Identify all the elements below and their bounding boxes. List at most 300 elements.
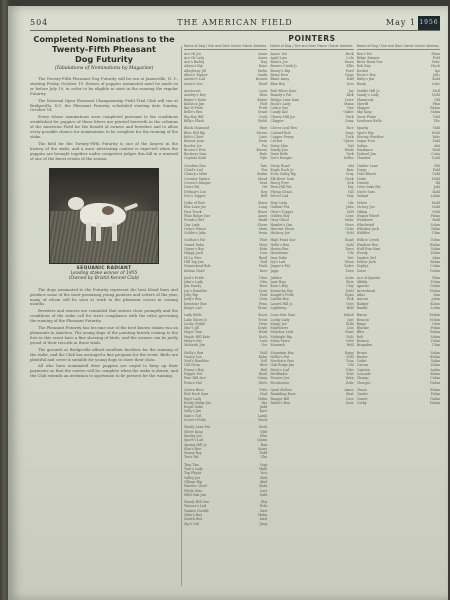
dog-name: Major Tom <box>184 330 203 335</box>
year-tab: 1956 <box>418 16 440 30</box>
article-title-line: Completed Nominations to the <box>33 34 175 44</box>
dog-name: Penny's Boy <box>184 367 205 372</box>
owner-name: Hohm <box>429 288 440 293</box>
owner-name: Sears <box>257 446 268 451</box>
dog-name: Dandy Jim <box>270 147 288 152</box>
dog-name: Whiskey Jack <box>356 226 379 231</box>
owner-name: Lamb <box>257 413 268 418</box>
page-number: 504 <box>30 18 49 27</box>
dog-name: Beaver Creek Jo <box>270 64 298 69</box>
owner-name: Bush <box>258 372 268 377</box>
dog-name: Fern Hill Pat <box>270 185 292 190</box>
dog-name: Warrior Chief <box>184 484 207 489</box>
owner-name: Zahl <box>432 139 440 144</box>
dog-name: Jiggs <box>270 268 279 273</box>
owner-name: Mann <box>344 101 354 106</box>
photo-caption <box>30 266 178 282</box>
dog-name: Jubilee <box>270 275 282 280</box>
dog-name: Allen's Topper <box>184 73 208 78</box>
dog-name: Rip's Lady <box>184 396 202 401</box>
dog-name: Tex's Pal <box>184 455 199 460</box>
owner-name: Hoch <box>431 64 440 69</box>
owner-name: Nye <box>346 106 354 111</box>
dog-name: Mountain Boy <box>270 350 294 355</box>
dog-name: Quail Hollow <box>270 387 293 392</box>
owner-name: Sell <box>261 359 268 364</box>
owner-name: Vogt <box>259 462 268 467</box>
owner-name: Rohl <box>432 218 440 223</box>
owner-name: Beck <box>345 51 354 56</box>
owner-name: Gill <box>347 189 354 194</box>
owner-name: Kuhn <box>258 354 268 359</box>
owner-name: Hart <box>259 126 268 131</box>
owner-name: Ide <box>348 201 354 206</box>
owner-name: Fick <box>346 297 354 302</box>
owner-name: Park <box>346 114 354 119</box>
dog-name: Wolf Run Sam <box>356 247 381 252</box>
photo-trees <box>50 169 158 207</box>
magazine-page <box>8 6 448 600</box>
dog-name: Honey Bee <box>270 247 289 252</box>
owner-name: Ohl <box>434 97 440 102</box>
column-rule <box>181 46 182 586</box>
dog-name: April Lass <box>270 55 288 60</box>
dog-name: Caesar <box>356 363 369 368</box>
owner-name: Pratt <box>258 106 268 111</box>
owner-name: Bost <box>346 392 354 397</box>
dog-name: June Bug <box>270 280 286 285</box>
owner-name: Jay <box>348 88 354 93</box>
dog-name: Fancy Free <box>270 180 290 185</box>
owner-name: Sohl <box>346 354 354 359</box>
dog-name: Foxy Lady <box>270 201 288 206</box>
owner-name: Dorr <box>345 400 354 405</box>
dog-leg <box>86 223 91 241</box>
owner-name: Ness <box>345 222 354 227</box>
dog-name: Captain Kidd <box>184 156 206 161</box>
owner-name: Egan <box>345 293 354 298</box>
owner-name: Mack <box>258 418 268 423</box>
dog-name: Homestead Bob <box>184 264 211 269</box>
owner-name: Ochs <box>345 226 354 231</box>
owner-name: Zorn <box>345 268 354 273</box>
dog-name: Old Glory <box>184 363 201 368</box>
dog-name: Atlas <box>356 293 366 298</box>
dog-name: Bolt <box>356 334 364 339</box>
dog-name: King's Lad <box>184 305 202 310</box>
owner-name: Ott <box>261 185 268 190</box>
dog-name: Delmar's Lou <box>184 189 207 194</box>
dog-name: Mayflower <box>270 326 289 331</box>
owner-name: Nohl <box>431 93 440 98</box>
owner-name: Fahl <box>432 168 440 173</box>
owner-name: Rapp <box>344 350 354 355</box>
dog-name: Knight's Pride <box>270 293 295 298</box>
dog-name: Frank's Girl <box>184 218 204 223</box>
dog-name: Topsy <box>356 168 367 173</box>
dog-name: Pioneer Joe <box>270 376 290 381</box>
caption-line: (Owned by Bristol Kennel Club) <box>68 276 140 282</box>
dog-name: Flying Cloud <box>270 189 292 194</box>
owner-name: Wenz <box>344 259 354 264</box>
dog-name: Arrowhead <box>356 288 376 293</box>
owner-name: Root <box>259 284 268 289</box>
dog-name: Sunny Boy <box>184 451 202 456</box>
dog-name: Gem's Prince <box>184 226 207 231</box>
dog-name: Patsy's Lad <box>270 367 290 372</box>
owner-name: Yoder <box>344 264 354 269</box>
owner-name: Heil <box>260 367 268 372</box>
owner-name: Rahm <box>430 330 440 335</box>
owner-name: Wolf <box>259 350 268 355</box>
dog-name: Gay Lady <box>184 222 200 227</box>
dog-name: Aurora <box>356 297 369 302</box>
page-header <box>30 16 440 31</box>
dog-name: Lucky Strike <box>184 321 206 326</box>
owner-name: Lohm <box>430 305 440 310</box>
paragraph: The field for the Twenty-Fifth Futurity is one of the largest in the history of the stake, and a most interesting contest is expected when the puppies are brought together under competent judges this fall in a renewal of one of the finest events of the season. <box>30 140 178 161</box>
owner-name: Ahl <box>348 163 354 168</box>
owner-name: Hurd <box>258 330 268 335</box>
owner-name: Ford <box>345 68 354 73</box>
dog-name: Betsy Ross <box>270 73 289 78</box>
dog-name: Sport's Lad <box>184 438 204 443</box>
owner-name: Long <box>258 205 268 210</box>
owner-name: Ehl <box>434 163 440 168</box>
owner-name: Zeller <box>343 156 354 161</box>
owner-name: Vail <box>347 143 354 148</box>
owner-name: Nash <box>258 425 268 430</box>
owner-name: Kohl <box>432 189 440 194</box>
owner-name: Fritz <box>259 387 268 392</box>
dog-name: Rambling Rose <box>270 392 296 397</box>
dog-name: Laddie Boy <box>270 297 290 302</box>
owner-name: Fohm <box>430 280 440 285</box>
owner-name: Penn <box>259 301 268 306</box>
owner-name: Gast <box>259 508 268 513</box>
owner-name: Tews <box>345 247 354 252</box>
owner-name: Yahr <box>432 134 440 139</box>
owner-name: Grant <box>257 110 268 115</box>
owner-name: Neal <box>259 180 268 185</box>
owner-name: Oehl <box>432 209 440 214</box>
dog-name: Timber Lane <box>356 163 378 168</box>
dog-name: Valiant <box>356 193 369 198</box>
dog-name: Ace's Buddy <box>184 60 205 65</box>
dog-name: Glen's Topper <box>270 209 294 214</box>
owner-name: Abt <box>434 143 440 148</box>
dog-name: Corky <box>356 400 367 405</box>
owner-name: Sage <box>345 130 354 135</box>
dog-name: Happy Jack <box>184 251 204 256</box>
owner-name: Noll <box>260 259 268 264</box>
owner-name: Ward <box>258 81 268 86</box>
owner-name: Lahm <box>430 193 440 198</box>
paragraph: The Twenty-Fifth Pheasant Dog Futurity will be run at Jamesville, N. Y., starting Friday, October 19. Entries of puppies nominated must be made on or before July 10, in order to be eligible to start in the running the regular Futurity. <box>30 76 178 96</box>
owner-name: Burke <box>257 172 268 177</box>
dog-name: Dixie Belle <box>270 152 289 157</box>
owner-name: Jost <box>347 317 354 322</box>
dog-name: Sultan <box>356 143 368 148</box>
owner-name: Jung <box>259 521 268 526</box>
owner-name: Uhm <box>431 231 440 236</box>
article-body-continued <box>30 288 178 379</box>
dog-name: Bandit <box>356 305 368 310</box>
owner-name: Bell <box>260 193 268 198</box>
dog-name: Audrey's Boy <box>184 93 206 98</box>
article-title-line: Twenty-Fifth Pheasant <box>52 44 156 54</box>
dog-name: Sparky <box>356 126 369 131</box>
list-column-header: Name of Dog / Sire and Dam Owner Owner Address <box>184 44 267 48</box>
list-column-header: Name of Dog / Sire and Dam Owner Owner Address <box>356 44 439 48</box>
owner-name: Fehr <box>259 504 268 509</box>
owner-name: Wade <box>344 147 354 152</box>
dog-name: Clover Leaf Rex <box>270 126 297 131</box>
owner-name: Kolb <box>346 321 354 326</box>
dog-name: Fast Track <box>184 209 202 214</box>
dog-name: Keystone Rex <box>184 301 207 306</box>
dog-name: Brigadier <box>356 343 373 348</box>
nominations-lists <box>184 34 440 594</box>
paragraph: The National Open Pheasant Championship Field Trial Club will run at Bridgeville, N.Y. the Pheasant Futurity, scheduled starting date Sunday, October 14. <box>30 97 178 113</box>
owner-name: Lutz <box>259 339 268 343</box>
dog-leg <box>96 223 101 241</box>
dog-name: Zip's Girl <box>184 521 200 526</box>
owner-name: Carr <box>259 488 268 493</box>
owner-name: Mast <box>345 330 354 335</box>
owner-name: Dunn <box>344 60 354 65</box>
owner-name: Uhl <box>347 363 354 368</box>
dog-name: Wildfire <box>356 231 370 236</box>
owner-name: Dietz <box>258 380 268 385</box>
dog-name: Pine Hill Ace <box>184 376 206 381</box>
owner-name: Hahn <box>258 512 268 517</box>
journal-title: THE AMERICAN FIELD <box>177 18 293 27</box>
dog-name: Ruby's Jim <box>356 77 375 82</box>
dog-name: Nellie's Pat <box>270 354 290 359</box>
dog-name: Dan's Pal <box>184 185 200 190</box>
dog-name: Bridge Lane Sam <box>270 97 300 102</box>
dog-name: Doc's Topper <box>184 193 206 198</box>
dog-name: Cascade <box>356 372 371 377</box>
dog-name: Ace Hi Joe <box>184 51 202 56</box>
owner-name: Stein <box>258 226 268 231</box>
owner-name: Fohl <box>432 55 440 60</box>
owner-name: Rice <box>346 126 354 131</box>
dog-name: Judy's Boy <box>184 297 202 302</box>
owner-name: Hale <box>259 152 268 157</box>
dog-name: Bounce <box>356 339 370 343</box>
dog-name: Rob Roy <box>356 64 371 69</box>
dog-name: Rocky Ridge Joe <box>184 400 212 405</box>
dog-name: Scout's Pride <box>184 418 207 423</box>
owner-name: Moll <box>432 88 440 93</box>
dog-name: Colonel Bob <box>270 130 291 135</box>
dog-name: Spot's Rip <box>356 130 374 135</box>
owner-name: Todd <box>259 451 268 456</box>
dog-name: Lightning <box>270 305 287 310</box>
dog-name: Nancy Lee <box>184 354 202 359</box>
owner-name: Ache <box>345 275 354 280</box>
owner-name: Gray <box>259 297 268 302</box>
owner-name: Pohl <box>346 231 354 236</box>
dog-leg <box>112 223 117 241</box>
dog-name: Belle's Rex <box>184 110 203 115</box>
owner-name: Sahm <box>430 110 440 115</box>
dog-name: Alfalfa <box>356 280 368 285</box>
dog-name: Laurel Hill Jo <box>270 301 293 306</box>
dog-name: Viking <box>356 209 368 214</box>
owner-name: Mead <box>257 176 268 181</box>
article-title <box>30 34 178 64</box>
owner-name: Pfau <box>432 101 440 106</box>
owner-name: Sohm <box>430 222 440 227</box>
dog-name: Hill Top Jim <box>184 259 204 264</box>
owner-name: Tate <box>260 163 268 168</box>
list-item <box>357 401 440 405</box>
owner-name: Aahm <box>430 367 440 372</box>
dog-name: Dot's Ranger <box>270 156 293 161</box>
owner-name: Cahm <box>430 376 440 381</box>
owner-name: Eby <box>260 500 268 505</box>
dog-name: Sheriff <box>356 101 368 106</box>
owner-name: Ober <box>258 275 268 280</box>
owner-name: Lohr <box>432 81 440 86</box>
owner-name: Veit <box>347 255 354 260</box>
owner-name: Dahl <box>259 492 268 497</box>
dog-name: Cherry Hill Joe <box>270 114 296 119</box>
dog-name: High Point Sue <box>270 238 296 243</box>
owner-name: Amos <box>344 387 354 392</box>
dog-name: Indian Chief <box>184 268 205 273</box>
dog-name: Chief's Lad <box>184 168 203 173</box>
dog-name: Ned's Rambler <box>184 359 209 364</box>
owner-name: Tuck <box>345 134 354 139</box>
dog-name: Blackie <box>356 326 369 331</box>
owner-name: Hild <box>346 305 354 310</box>
owner-name: Kent <box>259 247 268 252</box>
paragraph: Every whose nominations were completed pursuant to the conditions established for puppies of these litters are printed herewith in the columns of the American Field for the benefit of owners and breeders and to allow every possible chance for nominations to be complete for the running of the stake. <box>30 114 178 139</box>
dog-name: Zeke's Boy <box>184 512 203 517</box>
owner-name: Nahl <box>431 205 440 210</box>
paragraph: Breeders and owners are reminded that entries close promptly and the conditions of the stake call for strict compliance with the rules governing the running of the Pheasant Futurity. <box>30 308 178 324</box>
dog-name: Ranger Bill <box>270 396 290 401</box>
dog-name: Amos' Dot <box>270 51 288 56</box>
dog-name: Sam's Girl <box>184 413 202 418</box>
dog-name: Grand Duke <box>184 242 205 247</box>
dog-name: Yankee Girl <box>356 255 376 260</box>
owner-name: Brown <box>256 147 268 152</box>
owner-name: Rahm <box>430 106 440 111</box>
dog-name: Country Squire <box>184 176 210 181</box>
owner-name: Ames <box>258 51 268 56</box>
dog-spot <box>102 206 114 215</box>
dog-name: Skipper <box>356 106 370 111</box>
owner-name: Voss <box>259 251 268 256</box>
dog-name: Flint Ridge Sue <box>184 213 210 218</box>
owner-name: Gohl <box>432 172 440 177</box>
list-column <box>184 45 267 526</box>
owner-name: Ray <box>260 189 268 194</box>
owner-name: Zehr <box>345 380 354 385</box>
dog-name: Southern Belle <box>356 119 382 124</box>
dog-name: Victory Joe <box>356 205 375 210</box>
dog-name: Saddle Hill Jo <box>356 88 380 93</box>
owner-name: York <box>346 152 354 157</box>
dog-name: Shady Lane Pat <box>184 425 211 430</box>
dog-name: Forest Lad <box>270 193 289 198</box>
dog-name: Wagon Wheel <box>356 213 380 218</box>
owner-name: Bahr <box>259 484 268 489</box>
owner-name: Oakes <box>343 110 354 115</box>
dog-name: Northern Star <box>270 359 295 364</box>
owner-name: Kohm <box>430 301 440 306</box>
owner-name: Bohm <box>430 259 440 264</box>
dog-name: Kentucky Rip <box>270 288 293 293</box>
dog-name: Bob's Chief <box>184 134 204 139</box>
owner-name: Hahn <box>258 396 268 401</box>
dog-name: Baron <box>356 313 367 318</box>
dog-name: Blitz <box>356 330 365 335</box>
dog-name: Yellow Jack <box>356 259 376 264</box>
owner-name: Rudd <box>258 218 268 223</box>
owner-name: Quay <box>345 119 354 124</box>
dog-name: Gordon's Pat <box>184 238 206 243</box>
owner-name: Lenz <box>345 213 354 218</box>
owner-name: Karr <box>259 409 268 414</box>
owner-name: Kane <box>258 64 268 69</box>
owner-name: Ames <box>258 213 268 218</box>
dog-name: Charger <box>356 380 371 385</box>
dog-name: Lake Shore Jo <box>184 317 208 322</box>
owner-name: Ihm <box>433 293 440 298</box>
owner-name: Hess <box>259 321 268 326</box>
owner-name: Hall <box>346 77 354 82</box>
owner-name: Rau <box>260 442 268 447</box>
dog-name: Chipper <box>270 119 284 124</box>
owner-name: Utz <box>347 251 354 256</box>
owner-name: Camp <box>257 376 268 381</box>
issue-date: May 1 <box>385 18 416 27</box>
owner-name: Wohl <box>431 130 440 135</box>
dog-name: Anne's Sue <box>184 81 203 86</box>
owner-name: Fink <box>259 293 268 298</box>
dog-name: Trail Blazer <box>356 172 377 177</box>
owner-name: Cook <box>258 114 268 119</box>
owner-name: Otto <box>259 280 268 285</box>
dog-name: Buster <box>356 354 368 359</box>
dog-name: Pepper Pot <box>184 372 203 377</box>
dog-name: Ace of Spades <box>356 275 381 280</box>
owner-name: Hahm <box>429 400 440 405</box>
owner-name: Cray <box>345 172 354 177</box>
dog-name: Silver King <box>184 429 203 434</box>
article-title-line: Dog Futurity <box>75 54 133 64</box>
dog-name: Golden Boy <box>270 213 290 218</box>
owner-name: Pike <box>260 433 268 438</box>
dog-name: Trixie <box>356 176 367 181</box>
dog-name: Hamlet's Jim <box>270 222 292 227</box>
owner-name: Kahl <box>432 77 440 82</box>
dog-name: Bonnie Jean <box>184 139 205 144</box>
owner-name: Pyle <box>260 156 268 161</box>
dog-name: Zorro <box>356 268 367 273</box>
owner-name: Quinn <box>257 438 268 443</box>
dog-name: Mac's Jill <box>184 326 200 331</box>
dog-name: Magic Joe <box>270 321 287 326</box>
owner-name: Holt <box>260 101 268 106</box>
dog-name: Beacon <box>356 317 369 322</box>
